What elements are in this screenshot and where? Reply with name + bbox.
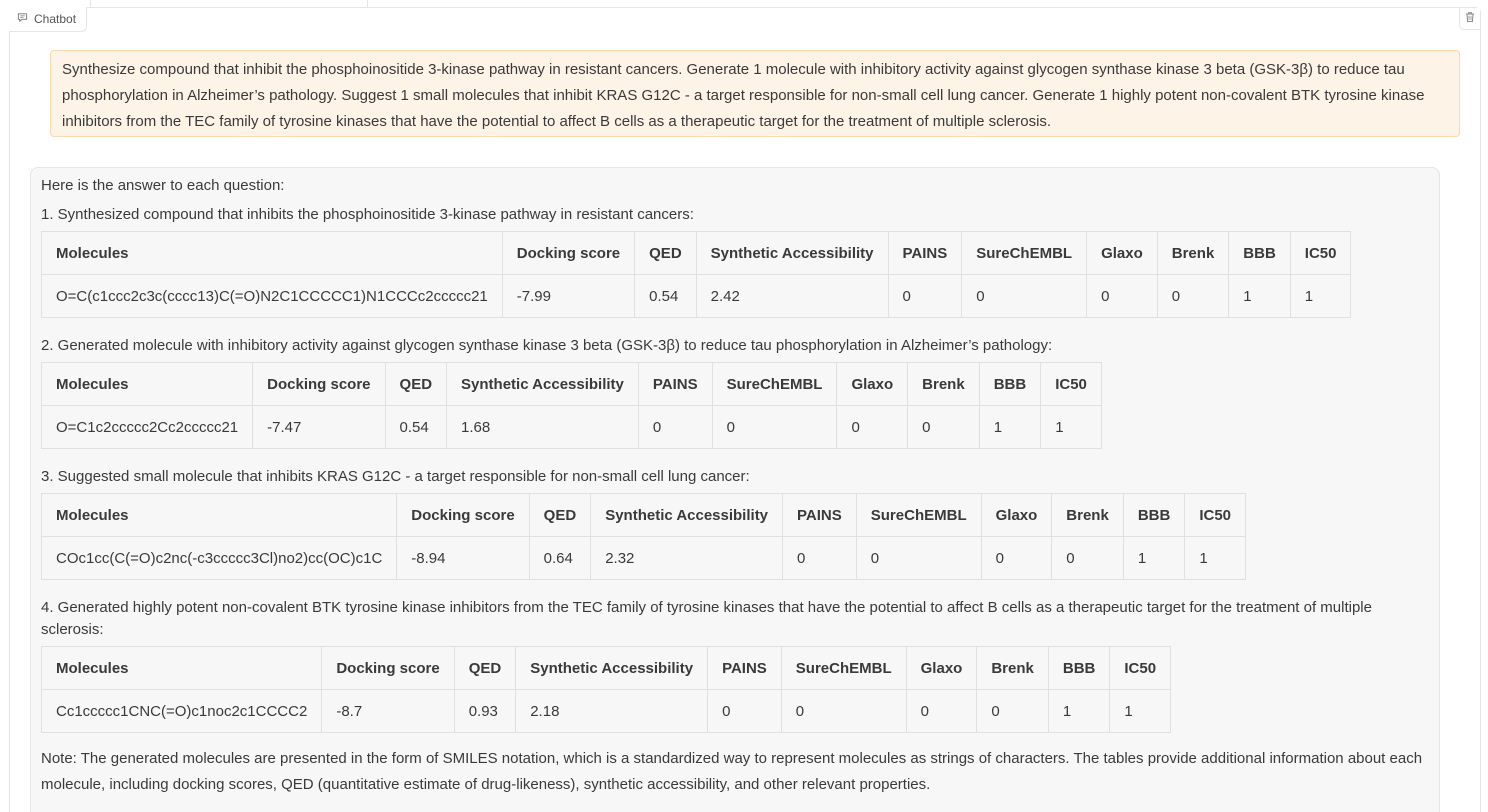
table-cell: -8.94 bbox=[397, 537, 529, 580]
table-cell: 0 bbox=[906, 690, 977, 733]
trash-icon bbox=[1464, 10, 1476, 28]
table-cell: 0 bbox=[712, 406, 837, 449]
column-header: Docking score bbox=[322, 647, 454, 690]
column-header: Synthetic Accessibility bbox=[516, 647, 708, 690]
column-header: Brenk bbox=[1157, 232, 1229, 275]
column-header: PAINS bbox=[708, 647, 782, 690]
column-header: Glaxo bbox=[906, 647, 977, 690]
table-cell: 0 bbox=[837, 406, 908, 449]
section-heading: 2. Generated molecule with inhibitory activity against glycogen synthase kinase 3 beta (GSK-3β) to reduce tau phosphorylation in Alzheimer’s pathology: bbox=[41, 337, 1053, 354]
results-table bbox=[41, 231, 1351, 318]
table-header-row bbox=[42, 232, 1351, 275]
table-cell: 2.32 bbox=[591, 537, 783, 580]
table-cell: 0 bbox=[962, 275, 1087, 318]
column-header: BBB bbox=[1229, 232, 1291, 275]
chatbot-label bbox=[9, 7, 87, 32]
column-header: IC50 bbox=[1041, 363, 1102, 406]
column-header: Docking score bbox=[253, 363, 385, 406]
column-header: Docking score bbox=[397, 494, 529, 537]
table-row bbox=[42, 275, 1351, 318]
table-cell: 0.64 bbox=[529, 537, 591, 580]
column-header: Molecules bbox=[42, 363, 253, 406]
table-cell: -7.99 bbox=[502, 275, 634, 318]
table-cell: 0 bbox=[1157, 275, 1229, 318]
table-cell: 0.54 bbox=[385, 406, 447, 449]
column-header: SureChEMBL bbox=[712, 363, 837, 406]
column-header: IC50 bbox=[1110, 647, 1171, 690]
table-cell: -8.7 bbox=[322, 690, 454, 733]
table-cell: 0 bbox=[1052, 537, 1124, 580]
table-cell: 1.68 bbox=[447, 406, 639, 449]
column-header: Synthetic Accessibility bbox=[447, 363, 639, 406]
results-table bbox=[41, 646, 1171, 733]
column-header: Glaxo bbox=[981, 494, 1052, 537]
column-header: Brenk bbox=[1052, 494, 1124, 537]
table-cell: O=C(c1ccc2c3c(cccc13)C(=O)N2C1CCCCC1)N1CCCc2ccccc21 bbox=[42, 275, 503, 318]
table-cell: -7.47 bbox=[253, 406, 385, 449]
column-header: QED bbox=[385, 363, 447, 406]
column-header: QED bbox=[529, 494, 591, 537]
clear-chat-button[interactable] bbox=[1459, 8, 1480, 30]
table-row bbox=[42, 406, 1102, 449]
chatbot-label-text: Chatbot bbox=[34, 12, 77, 26]
table-cell: COc1cc(C(=O)c2nc(-c3ccccc3Cl)no2)cc(OC)c1C bbox=[42, 537, 397, 580]
table-cell: 0 bbox=[856, 537, 981, 580]
section-heading: 1. Synthesized compound that inhibits the phosphoinositide 3-kinase pathway in resistant cancers: bbox=[41, 206, 694, 223]
table-cell: 0 bbox=[708, 690, 782, 733]
column-header: SureChEMBL bbox=[856, 494, 981, 537]
table-row bbox=[42, 537, 1246, 580]
column-header: QED bbox=[635, 232, 697, 275]
table-cell: 1 bbox=[1185, 537, 1246, 580]
table-row bbox=[42, 690, 1171, 733]
chat-bubble-icon bbox=[17, 12, 28, 26]
table-cell: 1 bbox=[1229, 275, 1291, 318]
table-cell: Cc1ccccc1CNC(=O)c1noc2c1CCCC2 bbox=[42, 690, 322, 733]
table-cell: 1 bbox=[1123, 537, 1185, 580]
column-header: BBB bbox=[1048, 647, 1110, 690]
table-header-row bbox=[42, 363, 1102, 406]
column-header: Molecules bbox=[42, 494, 397, 537]
table-cell: 1 bbox=[1290, 275, 1351, 318]
column-header: IC50 bbox=[1185, 494, 1246, 537]
table-cell: 0 bbox=[1087, 275, 1158, 318]
results-table bbox=[41, 493, 1246, 580]
column-header: Molecules bbox=[42, 232, 503, 275]
column-header: SureChEMBL bbox=[962, 232, 1087, 275]
results-table bbox=[41, 362, 1102, 449]
section-heading: 4. Generated highly potent non-covalent BTK tyrosine kinase inhibitors from the TEC family of tyrosine kinases that have the potential to affect B cells as a therapeutic target for the treatment of multiple sclerosis: bbox=[41, 599, 1372, 638]
table-cell: 2.18 bbox=[516, 690, 708, 733]
table-cell: O=C1c2ccccc2Cc2ccccc21 bbox=[42, 406, 253, 449]
column-header: Glaxo bbox=[837, 363, 908, 406]
table-cell: 0 bbox=[638, 406, 712, 449]
table-cell: 0 bbox=[888, 275, 962, 318]
table-cell: 0.93 bbox=[454, 690, 516, 733]
table-cell: 1 bbox=[1110, 690, 1171, 733]
table-header-row bbox=[42, 494, 1246, 537]
column-header: Brenk bbox=[908, 363, 980, 406]
section-heading: 3. Suggested small molecule that inhibits KRAS G12C - a target responsible for non-small cell lung cancer: bbox=[41, 468, 750, 485]
column-header: Glaxo bbox=[1087, 232, 1158, 275]
column-header: SureChEMBL bbox=[781, 647, 906, 690]
column-header: PAINS bbox=[638, 363, 712, 406]
column-header: Synthetic Accessibility bbox=[591, 494, 783, 537]
table-cell: 0 bbox=[783, 537, 857, 580]
column-header: BBB bbox=[1123, 494, 1185, 537]
table-header-row bbox=[42, 647, 1171, 690]
table-cell: 0 bbox=[977, 690, 1049, 733]
table-cell: 0 bbox=[908, 406, 980, 449]
column-header: PAINS bbox=[888, 232, 962, 275]
bot-message bbox=[30, 167, 1440, 812]
column-header: PAINS bbox=[783, 494, 857, 537]
table-cell: 2.42 bbox=[696, 275, 888, 318]
bot-intro: Here is the answer to each question: bbox=[41, 177, 285, 194]
table-cell: 1 bbox=[1041, 406, 1102, 449]
table-cell: 0 bbox=[781, 690, 906, 733]
table-cell: 0 bbox=[981, 537, 1052, 580]
user-message: Synthesize compound that inhibit the phosphoinositide 3-kinase pathway in resistant cancers. Generate 1 molecule with inhibitory activity against glycogen synthase kinase 3 beta (GSK-3β) to reduce tau phosphorylation in Alzheimer’s pathology. Suggest 1 small molecules that inhibit KRAS G12C - a target responsible for non-small cell lung cancer. Generate 1 highly potent non-covalent BTK tyrosine kinase inhibitors from the TEC family of tyrosine kinases that have the potential to affect B cells as a therapeutic target for the treatment of multiple sclerosis. bbox=[50, 50, 1460, 137]
table-cell: 1 bbox=[1048, 690, 1110, 733]
column-header: QED bbox=[454, 647, 516, 690]
column-header: Docking score bbox=[502, 232, 634, 275]
column-header: IC50 bbox=[1290, 232, 1351, 275]
table-cell: 1 bbox=[979, 406, 1041, 449]
column-header: Synthetic Accessibility bbox=[696, 232, 888, 275]
column-header: Brenk bbox=[977, 647, 1049, 690]
column-header: BBB bbox=[979, 363, 1041, 406]
column-header: Molecules bbox=[42, 647, 322, 690]
bot-note: Note: The generated molecules are presented in the form of SMILES notation, which is a standardized way to represent molecules as strings of characters. The tables provide additional information about each molecule, including docking scores, QED (quantitative estimate of drug-likeness), synthetic accessibility, and other relevant properties. bbox=[41, 750, 1423, 793]
table-cell: 0.54 bbox=[635, 275, 697, 318]
